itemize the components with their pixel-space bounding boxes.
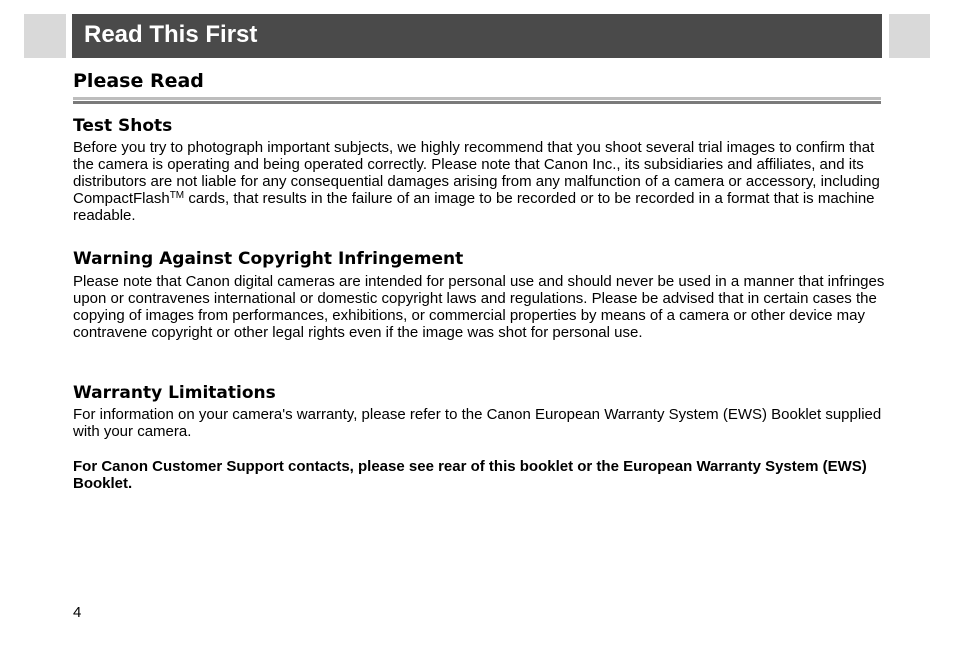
section-divider (73, 97, 881, 104)
copyright-heading: Warning Against Copyright Infringement (73, 249, 464, 269)
page-number: 4 (73, 604, 82, 621)
test-shots-paragraph (73, 139, 885, 224)
warranty-paragraph: For information on your camera's warranty, please refer to the Canon European Warranty System (EWS) Booklet supplied with your camera. (73, 406, 882, 440)
left-tab-marker (24, 14, 66, 58)
right-tab-marker (889, 14, 930, 58)
section-heading: Please Read (73, 70, 204, 92)
copyright-paragraph: Please note that Canon digital cameras are intended for personal use and should never be used in a manner that infringes upon or contravenes international or domestic copyright laws and regulations. Please be advised that in certain cases the copying of images from performances, exhibitions, or commercial properties by means of a camera or other device may contravene copyright or other legal rights even if the image was shot for personal use. (73, 273, 885, 341)
test-shots-text-continued: cards, that results in the failure of an image to be recorded or to be recorded in a format that is machine readable. (73, 190, 875, 224)
page-title: Read This First (84, 21, 258, 48)
test-shots-text: Before you try to photograph important subjects, we highly recommend that you shoot several trial images to confirm that the camera is operating and being operated correctly. Please note that Canon Inc., its subsidiaries and affiliates, and its distributors are not liable for any consequential damages arising from any malfunction of a camera or accessory, including CompactFlash (73, 139, 880, 207)
title-bar (72, 14, 882, 58)
test-shots-heading: Test Shots (73, 116, 173, 136)
warranty-heading: Warranty Limitations (73, 383, 276, 403)
support-note: For Canon Customer Support contacts, please see rear of this booklet or the European Warranty System (EWS) Booklet. (73, 458, 867, 492)
trademark-symbol: TM (169, 190, 185, 201)
